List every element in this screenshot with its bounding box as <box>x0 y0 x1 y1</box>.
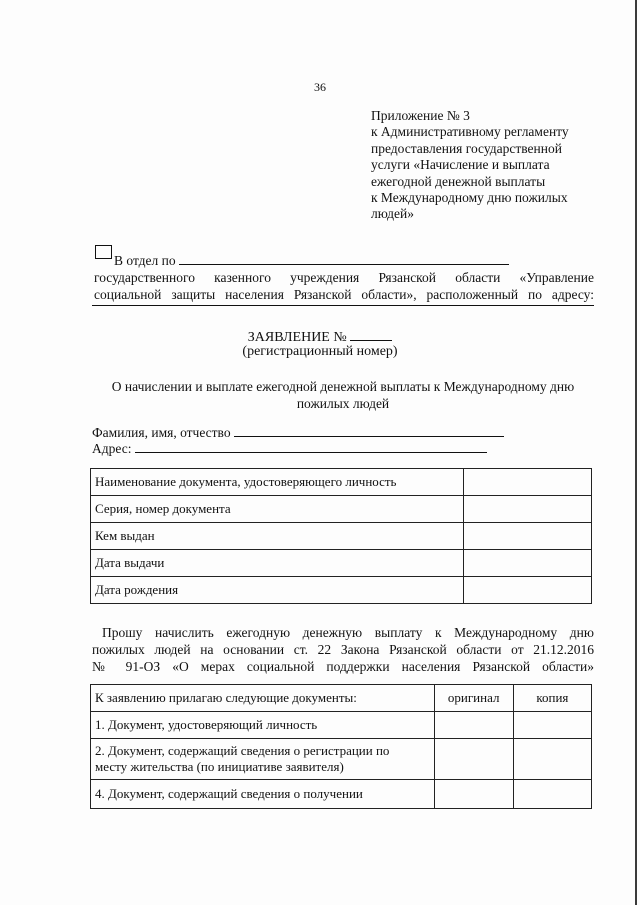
department-line-3: социальной защиты населения Рязанской области», расположенный по адресу: <box>94 287 594 302</box>
identity-value-cell[interactable] <box>464 550 592 577</box>
scan-edge <box>635 0 637 905</box>
department-block <box>94 252 594 303</box>
original-header: оригинал <box>434 685 513 712</box>
appendix-line: к Международному дню пожилых <box>371 190 568 206</box>
application-subtitle: (регистрационный номер) <box>242 344 398 359</box>
appendix-line: услуги «Начисление и выплата <box>371 157 550 173</box>
copy-cell[interactable] <box>513 712 591 739</box>
table-row <box>91 712 592 739</box>
appendix-line: Приложение № 3 <box>371 108 470 123</box>
registration-number-blank[interactable] <box>350 328 392 341</box>
document-name: 1. Документ, удостоверяющий личность <box>91 712 435 739</box>
copy-cell[interactable] <box>513 780 591 809</box>
appendix-line: ежегодной денежной выплаты <box>371 173 546 189</box>
address-label: Адрес: <box>92 441 132 456</box>
identity-label: Серия, номер документа <box>91 496 464 523</box>
identity-label: Дата выдачи <box>91 550 464 577</box>
table-row <box>91 496 592 523</box>
table-row <box>91 739 592 780</box>
department-line-1 <box>94 252 594 269</box>
document-name: 4. Документ, содержащий сведения о получении <box>91 780 435 809</box>
identity-value-cell[interactable] <box>464 577 592 604</box>
address-field <box>92 440 487 457</box>
application-subject <box>92 378 594 412</box>
original-cell[interactable] <box>434 780 513 809</box>
fio-field <box>92 424 504 441</box>
address-input-line[interactable] <box>92 305 594 306</box>
table-row <box>91 523 592 550</box>
original-cell[interactable] <box>434 739 513 780</box>
fio-input-line[interactable] <box>234 424 504 437</box>
identity-label: Дата рождения <box>91 577 464 604</box>
table-row <box>91 780 592 809</box>
identity-table <box>90 468 592 604</box>
appendix-block <box>371 108 611 223</box>
subject-line: О начислении и выплате ежегодной денежной выплаты к Международному дню <box>111 379 575 394</box>
table-row <box>91 550 592 577</box>
identity-value-cell[interactable] <box>464 469 592 496</box>
appendix-line: людей» <box>371 206 414 222</box>
table-header-row <box>91 685 592 712</box>
address-field-input-line[interactable] <box>135 440 487 453</box>
document-name <box>91 739 435 780</box>
department-line-2: государственного казенного учреждения Рязанской области «Управление <box>94 270 594 285</box>
application-title-text: ЗАЯВЛЕНИЕ № <box>247 330 347 345</box>
identity-value-cell[interactable] <box>464 496 592 523</box>
request-line: Прошу начислить ежегодную денежную выплату к Международному дню <box>102 625 594 640</box>
fio-label: Фамилия, имя, отчество <box>92 425 231 440</box>
department-input-line[interactable] <box>179 252 509 265</box>
request-paragraph <box>92 624 594 675</box>
original-cell[interactable] <box>434 712 513 739</box>
subject-line: пожилых людей <box>296 396 390 411</box>
request-line: № 91-ОЗ «О мерах социальной поддержки населения Рязанской области» <box>92 659 594 674</box>
appendix-line: к Административному регламенту <box>371 124 569 140</box>
department-label: В отдел по <box>114 253 176 268</box>
copy-header: копия <box>513 685 591 712</box>
documents-table <box>90 684 592 809</box>
identity-label: Наименование документа, удостоверяющего личность <box>91 469 464 496</box>
page-number: 36 <box>314 80 326 94</box>
table-row <box>91 577 592 604</box>
request-line: пожилых людей на основании ст. 22 Закона Рязанской области от 21.12.2016 <box>92 642 594 657</box>
copy-cell[interactable] <box>513 739 591 780</box>
identity-value-cell[interactable] <box>464 523 592 550</box>
document-name-line: месту жительства (по инициативе заявителя) <box>95 759 344 774</box>
documents-header: К заявлению прилагаю следующие документы: <box>91 685 435 712</box>
appendix-line: предоставления государственной <box>371 140 562 156</box>
identity-label: Кем выдан <box>91 523 464 550</box>
table-row <box>91 469 592 496</box>
document-name-line: 2. Документ, содержащий сведения о регистрации по <box>95 743 390 758</box>
